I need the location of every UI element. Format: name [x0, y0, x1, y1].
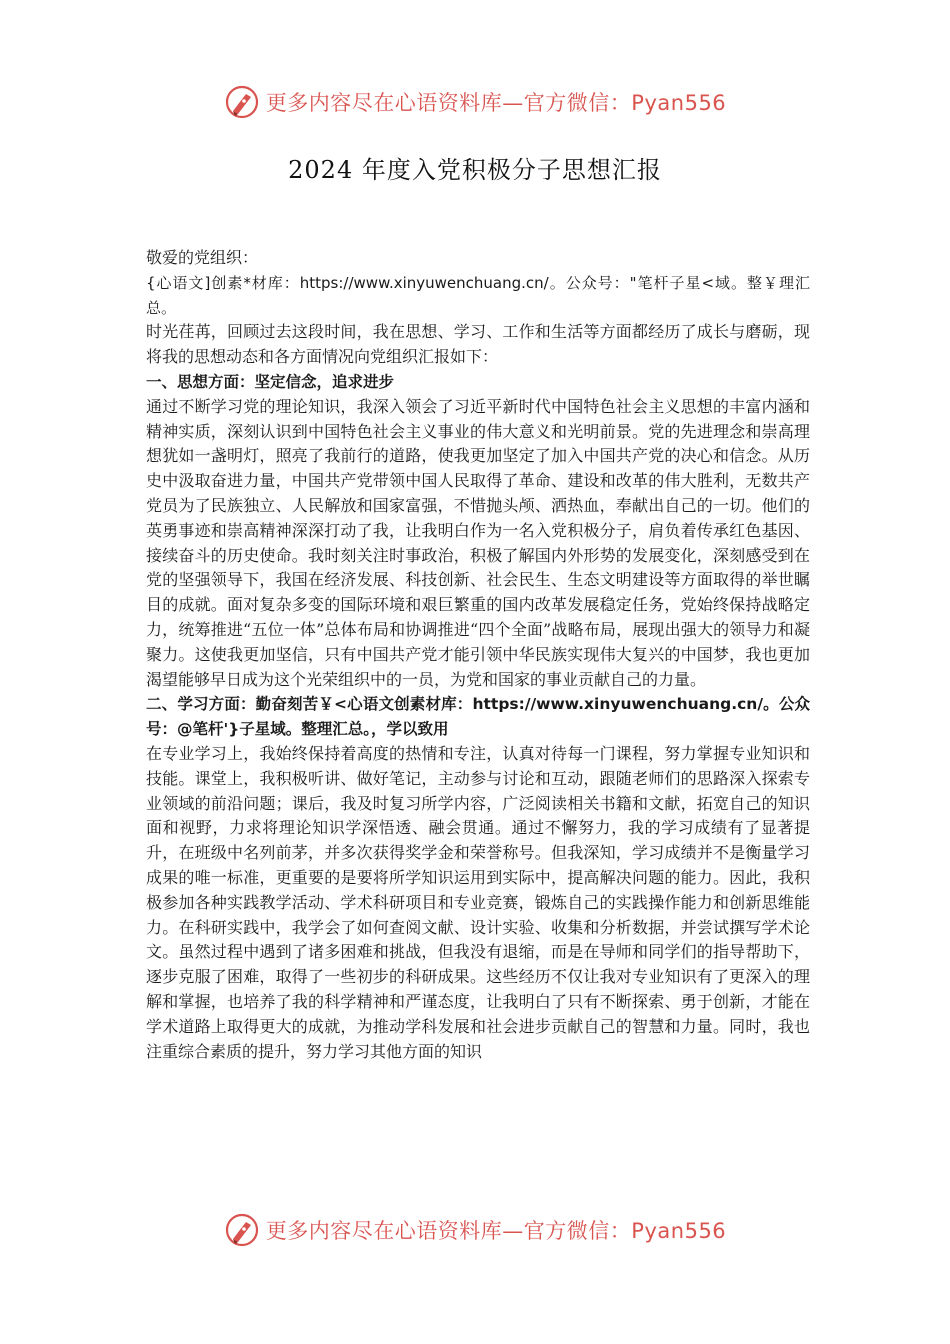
document-body — [146, 246, 810, 1064]
salutation: 敬爱的党组织： — [146, 248, 259, 267]
source-note: {心语文]创素*材库：https://www.xinyuwenchuang.cn/。公众号："笔杆子星<域。整￥理汇总。 — [146, 273, 810, 317]
section-heading-study: 二、学习方面：勤奋刻苦￥<心语文创素材库：https://www.xinyuwenchuang.cn/。公众号：@笔杆'}子星域。整理汇总。，学以致用 — [146, 695, 810, 739]
section-body-thought: 通过不断学习党的理论知识，我深入领会了习近平新时代中国特色社会主义思想的丰富内涵和精神实质，深刻认识到中国特色社会主义事业的伟大意义和光明前景。党的先进理念和崇高理想犹如一盏明灯，照亮了我前行的道路，使我更加坚定了加入中国共产党的决心和信念。从历史中汲取奋进力量，中国共产党带领中国人民取得了革命、建设和改革的伟大胜利，无数共产党员为了民族独立、人民解放和国家富强，不惜抛头颅、洒热血，奉献出自己的一切。他们的英勇事迹和崇高精神深深打动了我，让我明白作为一名入党积极分子，肩负着传承红色基因、接续奋斗的历史使命。我时刻关注时事政治，积极了解国内外形势的发展变化，深刻感受到在党的坚强领导下，我国在经济发展、科技创新、社会民生、生态文明建设等方面取得的举世瞩目的成就。面对复杂多变的国际环境和艰巨繁重的国内改革发展稳定任务，党始终保持战略定力，统筹推进“五位一体”总体布局和协调推进“四个全面”战略布局，展现出强大的领导力和凝聚力。这使我更加坚信，只有中国共产党才能引领中华民族实现伟大复兴的中国梦，我也更加渴望能够早日成为这个光荣组织中的一员，为党和国家的事业贡献自己的力量。 — [146, 396, 810, 689]
section-heading-thought: 一、思想方面：坚定信念，追求进步 — [146, 372, 395, 391]
pen-nib-logo-icon — [224, 1212, 260, 1248]
intro-paragraph: 时光荏苒，回顾过去这段时间，我在思想、学习、工作和生活等方面都经历了成长与磨砺，现将我的思想动态和各方面情况向党组织汇报如下： — [146, 322, 810, 367]
header-banner — [0, 82, 950, 122]
pen-nib-logo-icon — [224, 84, 260, 120]
banner-text: 更多内容尽在心语资料库—官方微信：Pyan556 — [265, 1219, 727, 1243]
section-body-study: 在专业学习上，我始终保持着高度的热情和专注，认真对待每一门课程，努力掌握专业知识和技能。课堂上，我积极听讲、做好笔记，主动参与讨论和互动，跟随老师们的思路深入探索专业领域的前沿问题；课后，我及时复习所学内容，广泛阅读相关书籍和文献，拓宽自己的知识面和视野，力求将理论知识学深悟透、融会贯通。通过不懈努力，我的学习成绩有了显著提升，在班级中名列前茅，并多次获得奖学金和荣誉称号。但我深知，学习成绩并不是衡量学习成果的唯一标准，更重要的是要将所学知识运用到实际中，提高解决问题的能力。因此，我积极参加各种实践教学活动、学术科研项目和专业竞赛，锻炼自己的实践操作能力和创新思维能力。在科研实践中，我学会了如何查阅文献、设计实验、收集和分析数据，并尝试撰写学术论文。虽然过程中遇到了诸多困难和挑战，但我没有退缩，而是在导师和同学们的指导帮助下，逐步克服了困难，取得了一些初步的科研成果。这些经历不仅让我对专业知识有了更深入的理解和掌握，也培养了我的科学精神和严谨态度，让我明白了只有不断探索、勇于创新，才能在学术道路上取得更大的成就，为推动学科发展和社会进步贡献自己的智慧和力量。同时，我也注重综合素质的提升，努力学习其他方面的知识 — [146, 743, 810, 1061]
footer-banner — [0, 1210, 950, 1250]
document-title: 2024 年度入党积极分子思想汇报 — [288, 156, 662, 184]
banner-text: 更多内容尽在心语资料库—官方微信：Pyan556 — [265, 91, 727, 115]
